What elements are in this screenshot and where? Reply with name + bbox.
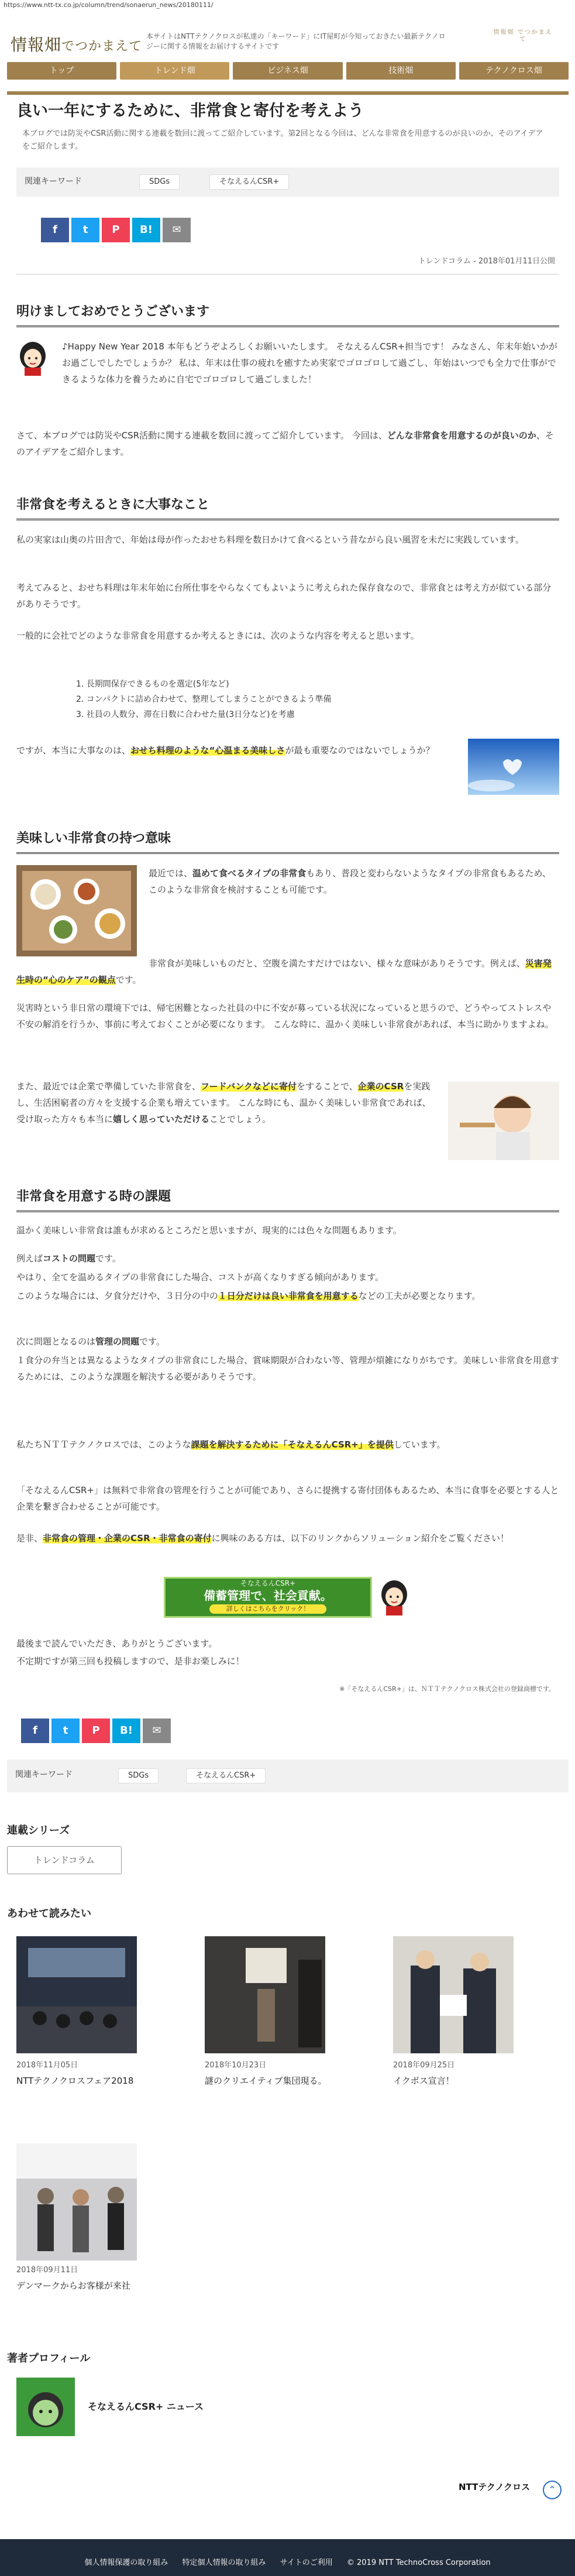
related-card-date: 2018年09月25日 — [393, 2061, 455, 2070]
related-card-date: 2018年10月23日 — [205, 2061, 267, 2070]
related-card-date: 2018年09月11日 — [16, 2266, 78, 2275]
s4-paragraph-1: 温かく美味しい非常食は誰もが求めるところだと思いますが、現実的には色々な問題もあります。 — [16, 1225, 402, 1236]
keyword-sonaerun[interactable]: そなえるんCSR+ — [186, 1768, 266, 1783]
related-card-date: 2018年11月05日 — [16, 2061, 78, 2070]
list-item: 2. コンパクトに詰め合わせて、整理してしまうことができるよう準備 — [76, 695, 332, 704]
related-card-title[interactable]: イクボス宣言！ — [393, 2076, 455, 2086]
related-card-image[interactable] — [16, 2143, 137, 2261]
page-top-icon[interactable]: ⌃ — [543, 2481, 562, 2499]
nav-tab-technocross[interactable]: テクノクロス畑 — [459, 62, 569, 80]
related-card-title[interactable]: デンマークからお客様が来社 — [16, 2280, 130, 2291]
section-heading: 明けましておめでとうございます — [16, 303, 559, 327]
closing-2: 不定期ですが第三回も投稿しますので、是非お楽しみに！ — [16, 1656, 245, 1666]
nav-tab-business[interactable]: ビジネス畑 — [233, 62, 342, 80]
section-heading: 非常食を考えるときに大事なこと — [16, 496, 559, 520]
sky-heart-image — [468, 739, 559, 795]
facebook-share-button[interactable]: f — [41, 218, 69, 242]
related-card-title[interactable]: 謎のクリエイティブ集団現る。 — [205, 2076, 327, 2086]
trademark-note: ※「そなえるんCSR+」は、ＮＴＴテクノクロス株式会社の登録商標です。 — [339, 1685, 555, 1693]
nav-tab-top[interactable]: トップ — [7, 62, 116, 80]
author-name[interactable]: そなえるんCSR+ ニュース — [88, 2401, 204, 2412]
hatena-share-button[interactable]: B! — [132, 218, 160, 242]
keyword-sdgs[interactable]: SDGs — [118, 1768, 159, 1783]
pocket-share-button[interactable]: P — [102, 218, 130, 242]
related-card-image[interactable] — [16, 1936, 137, 2053]
s4-paragraph-9: 是非、非常食の管理・企業のCSR・非常食の寄付に興味のある方は、以下のリンクからソリューション紹介をご覧ください！ — [16, 1533, 509, 1543]
divider — [16, 274, 559, 275]
keyword-box-bottom — [7, 1759, 569, 1792]
s2-paragraph-1: 私の実家は山奥の片田舎で、年始は母が作ったおせち料理を数日かけて食べるという昔ながら良い風習を未だに実践しています。 — [16, 534, 525, 545]
s4-paragraph-3: やはり、全てを温めるタイプの非常食にした場合、コストが高くなりすぎる傾向があります。 — [16, 1272, 384, 1282]
section-heading: 美味しい非常食の持つ意味 — [16, 830, 559, 854]
related-title: あわせて読みたい — [7, 1908, 91, 1920]
s2-paragraph-3: 一般的に会社でどのような非常食を用意するか考えるときには、次のような内容を考えると思います。 — [16, 630, 419, 641]
related-card-image[interactable] — [205, 1936, 325, 2053]
mail-share-button[interactable]: ✉ — [143, 1719, 171, 1743]
facebook-share-button[interactable]: f — [21, 1719, 49, 1743]
footer-link-terms[interactable]: サイトのご利用 — [280, 2558, 333, 2567]
mail-share-button[interactable]: ✉ — [163, 218, 191, 242]
s2-paragraph-4: ですが、本当に大事なのは、おせち料理のような“心温まる美味しさが最も重要なのではないでしょうか？ — [16, 745, 435, 756]
s1-paragraph-2: さて、本ブログでは防災やCSR活動に関する連載を数回に渡ってご紹介しています。 今回は、どんな非常食を用意するのが良いのか、そのアイデアをご紹介します。 — [16, 430, 554, 457]
s1-paragraph-1: ♪Happy New Year 2018 本年もどうぞよろしくお願いいたします。 そなえるんCSR+担当です！ みなさん、年末年始いかがお過ごしでしたでしょうか？ 私は、年末は仕事の疲れを癒すため実家でゴロゴロして過ごし、年始はいつでも全力で仕事ができるような体力を養うために自宅でゴロゴロして過ごしました！ — [62, 341, 557, 385]
site-mark: 情報畑 でつかまえて — [493, 29, 553, 43]
twitter-share-button[interactable]: t — [51, 1719, 80, 1743]
s3-paragraph-4: また、最近では企業で準備していた非常食を、フードバンクなどに寄付をすることで、企業のCSRを実践し、生活困窮者の方々を支援する企業も増えています。 こんな時にも、温かく美味しい非常食であれば、受け取った方々も本当に嬉しく思っていただけることでしょう。 — [16, 1081, 431, 1124]
brand-logo[interactable]: NTTテクノクロス — [459, 2482, 531, 2492]
s4-paragraph-2: 例えばコストの問題です。 — [16, 1253, 121, 1264]
hatena-share-button[interactable]: B! — [112, 1719, 140, 1743]
list-item: 1. 長期間保存できるものを選定(5年など) — [76, 680, 229, 689]
meal-image — [16, 865, 137, 956]
sonaerun-banner[interactable] — [164, 1577, 372, 1618]
keyword-label: 関連キーワード — [15, 1770, 73, 1779]
related-card-image[interactable] — [393, 1936, 514, 2053]
site-description: 本サイトはNTTテクノクロスが私達の「キーワード」にIT屋町が今知っておきたい最新テクノロジーに関する情報をお届けするサイトです — [146, 32, 446, 50]
footer-copyright: © 2019 NTT TechnoCross Corporation — [346, 2558, 491, 2567]
share-buttons-bottom — [21, 1719, 171, 1743]
s2-paragraph-2: 考えてみると、おせち料理は年末年始に台所仕事をやらなくてもよいように考えられた保存食なので、非常食とは考え方が似ている部分がありそうです。 — [16, 582, 552, 609]
s4-paragraph-5: 次に問題となるのは管理の問題です。 — [16, 1336, 165, 1347]
character-icon — [378, 1577, 411, 1618]
keyword-box — [16, 167, 559, 197]
url-bar[interactable]: https://www.ntt-tx.co.jp/column/trend/sonaerun_news/20180111/ — [0, 0, 575, 11]
nav-underline — [7, 91, 569, 95]
article-title: 良い一年にするために、非常食と寄付を考えよう — [16, 102, 364, 120]
site-footer — [0, 2539, 575, 2576]
banner-button[interactable]: 詳しくはこちらをクリック！ — [209, 1604, 326, 1614]
series-title: 連載シリーズ — [7, 1824, 70, 1837]
site-logo[interactable]: 情報畑でつかまえて — [11, 35, 143, 54]
s4-paragraph-4: このような場合には、夕食分だけや、３日分の中の１日分だけは良い非常食を用意するなどの工夫が必要となります。 — [16, 1291, 481, 1301]
share-buttons-top — [41, 218, 191, 242]
character-icon — [16, 338, 49, 376]
banner-main-text: 備蓄管理で、社会貢献。 — [204, 1589, 332, 1603]
section-heading: 非常食を用意する時の課題 — [16, 1188, 559, 1212]
related-card-title[interactable]: NTTテクノクロスフェア2018 — [16, 2076, 134, 2086]
nav-tab-trend[interactable]: トレンド畑 — [120, 62, 229, 80]
s3-paragraph-3: 災害時という非日常の環境下では、帰宅困難となった社員の中に不安が募っている状況になっていると思うので、どうやってストレスや不安の解消を行うか、事前に考えておくことが必要になります。 こんな時に、温かく美味しい非常食があれば、本当に助かりますよね。 — [16, 1003, 554, 1030]
global-nav — [7, 62, 569, 80]
pocket-share-button[interactable]: P — [82, 1719, 110, 1743]
series-button[interactable]: トレンドコラム — [7, 1846, 122, 1874]
banner-top-text: そなえるんCSR+ — [240, 1579, 296, 1587]
keyword-label: 関連キーワード — [25, 177, 82, 186]
child-eating-image — [448, 1082, 559, 1160]
s4-paragraph-6: １食分の弁当とは異なるようなタイプの非常食にした場合、賞味期限が合わない等、管理が煩雑になりがちです。美味しい非常食を用意するためには、このような課題を解決する必要がありそうです。 — [16, 1355, 559, 1382]
s4-paragraph-7: 私たちＮＴＴテクノクロスでは、このような課題を解決するために「そなえるんCSR+」を提供しています。 — [16, 1439, 446, 1450]
s3-paragraph-1: 最近では、温めて食べるタイプの非常食もあり、普段と変わらないようなタイプの非常食もあるため、このような非常食を検討することも可能です。 — [149, 868, 551, 895]
twitter-share-button[interactable]: t — [71, 218, 99, 242]
s4-paragraph-8: 「そなえるんCSR+」は無料で非常食の管理を行うことが可能であり、さらに提携する寄付団体もあるため、本当に食事を必要とする人と企業を繋ぎ合わせることが可能です。 — [16, 1485, 559, 1512]
nav-tab-tech[interactable]: 技術畑 — [346, 62, 456, 80]
footer-link-mynumber[interactable]: 特定個人情報の取り組み — [182, 2558, 266, 2567]
closing-1: 最後まで読んでいただき、ありがとうございます。 — [16, 1638, 218, 1649]
article-lead: 本ブログでは防災やCSR活動に関する連載を数回に渡ってご紹介しています。第2回となる今回は、どんな非常食を用意するのが良いのか、そのアイデアをご紹介します。 — [22, 129, 543, 151]
s3-paragraph-2: 非常食が美味しいものだと、空腹を満たすだけではない、様々な意味がありそうです。例えば、災害発生時の“心のケア”の観点です。 — [16, 958, 552, 985]
author-avatar-icon[interactable] — [16, 2378, 75, 2436]
s2-list — [76, 677, 521, 722]
site-header — [0, 22, 575, 59]
article-meta: トレンドコラム - 2018年01月11日公開 — [418, 257, 555, 266]
author-title: 著者プロフィール — [7, 2352, 91, 2365]
footer-link-privacy[interactable]: 個人情報保護の取り組み — [84, 2558, 168, 2567]
list-item: 3. 社員の人数分、滞在日数に合わせた量(3日分など)を考慮 — [76, 710, 295, 719]
keyword-sdgs[interactable]: SDGs — [139, 174, 180, 190]
keyword-sonaerun[interactable]: そなえるんCSR+ — [209, 174, 289, 190]
